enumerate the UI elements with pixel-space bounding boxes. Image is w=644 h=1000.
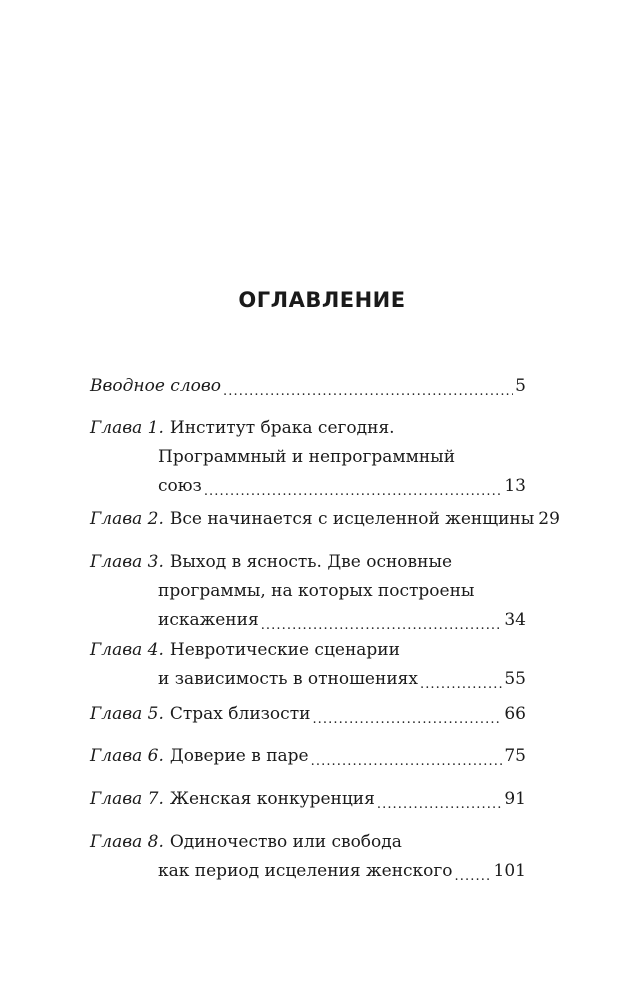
toc-page-number: 91 [504, 789, 526, 809]
toc-entry-chapter-2[interactable] [90, 505, 560, 534]
toc-chapter-title-line: программы, на которых построены [158, 581, 475, 601]
toc-chapter-number: Глава 4. [90, 640, 164, 660]
dot-leader [223, 376, 513, 396]
page-title: ОГЛАВЛЕНИЕ [238, 288, 406, 312]
toc-page-number: 101 [493, 861, 526, 881]
toc-page-number: 13 [504, 476, 526, 496]
toc-chapter-title-line: Все начинается с исцеленной женщины [169, 509, 535, 529]
toc-entry-intro[interactable] [90, 372, 526, 401]
toc-entry-label: Вводное слово [90, 376, 222, 396]
dot-leader [377, 789, 503, 809]
toc-page-number: 34 [504, 610, 526, 630]
toc-page-number: 75 [504, 746, 526, 766]
toc-chapter-number: Глава 7. [90, 789, 164, 809]
toc-chapter-title-line: Женская конкуренция [169, 789, 375, 809]
toc-chapter-title-line: Страх близости [169, 704, 311, 724]
toc-chapter-title-line: и зависимость в отношениях [158, 669, 418, 689]
toc-chapter-title-line: как период исцеления женского [158, 861, 453, 881]
toc-chapter-title-line: искажения [158, 610, 259, 630]
dot-leader [455, 861, 492, 881]
toc-chapter-number: Глава 5. [90, 704, 164, 724]
toc-chapter-title-line: Программный и непрограммный [158, 447, 456, 467]
toc-entry-chapter-5[interactable] [90, 700, 526, 729]
toc-entry-chapter-8[interactable] [90, 828, 526, 886]
toc-page-number: 66 [504, 704, 526, 724]
toc-chapter-number: Глава 2. [90, 509, 164, 529]
toc-chapter-title-line: Одиночество или свобода [169, 832, 402, 852]
toc-page-number: 5 [515, 376, 526, 396]
toc-page-number: 29 [538, 509, 560, 529]
dot-leader [204, 476, 503, 496]
toc-entry-chapter-4[interactable] [90, 636, 526, 694]
toc-page-number: 55 [504, 669, 526, 689]
toc-chapter-title-line: Выход в ясность. Две основные [169, 552, 453, 572]
toc-entry-chapter-3[interactable] [90, 548, 526, 635]
toc-chapter-number: Глава 1. [90, 418, 164, 438]
toc-chapter-number: Глава 8. [90, 832, 164, 852]
toc-entry-chapter-6[interactable] [90, 742, 526, 771]
dot-leader [312, 704, 502, 724]
toc-entry-chapter-1[interactable] [90, 414, 526, 501]
dot-leader [420, 669, 502, 689]
toc-chapter-title-line: Институт брака сегодня. [169, 418, 395, 438]
toc-chapter-title-line: Доверие в паре [169, 746, 309, 766]
toc-chapter-number: Глава 3. [90, 552, 164, 572]
toc-chapter-title-line: союз [158, 476, 202, 496]
toc-chapter-number: Глава 6. [90, 746, 164, 766]
dot-leader [311, 746, 503, 766]
dot-leader [261, 610, 503, 630]
toc-entry-chapter-7[interactable] [90, 785, 526, 814]
toc-chapter-title-line: Невротические сценарии [169, 640, 400, 660]
